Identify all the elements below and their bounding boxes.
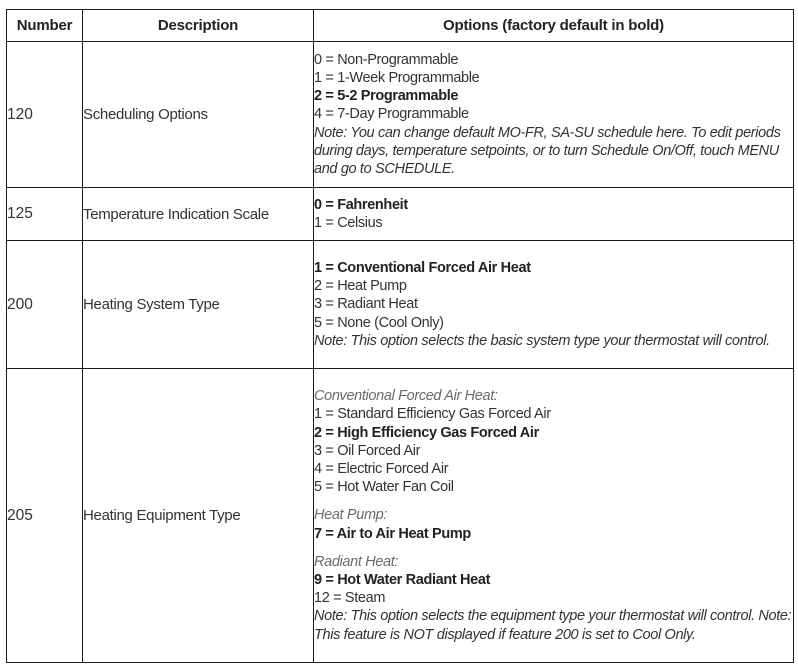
group-label: Heat Pump: xyxy=(314,507,388,524)
option-line-default: 7 = Air to Air Heat Pump xyxy=(314,525,471,542)
option-line: 1 = 1-Week Programmable xyxy=(314,69,480,86)
feature-number: 120 xyxy=(7,42,83,188)
header-row xyxy=(7,10,794,42)
option-note: Note: This option selects the equipment type your thermostat will control. Note: This feature is NOT displayed if feature 200 is set to Cool Only. xyxy=(314,608,792,643)
option-line: 4 = 7-Day Programmable xyxy=(314,106,469,123)
option-group-radiant xyxy=(314,553,793,644)
option-line-default: 2 = High Efficiency Gas Forced Air xyxy=(314,424,539,441)
feature-description: Scheduling Options xyxy=(83,42,314,188)
feature-description: Heating Equipment Type xyxy=(83,369,314,663)
option-note: Note: This option selects the basic system type your thermostat will control. xyxy=(314,332,770,349)
feature-description: Heating System Type xyxy=(83,241,314,369)
feature-number: 125 xyxy=(7,188,83,241)
group-label: Conventional Forced Air Heat: xyxy=(314,388,498,405)
group-label: Radiant Heat: xyxy=(314,553,399,570)
table-row xyxy=(7,241,794,369)
header-options: Options (factory default in bold) xyxy=(314,10,794,42)
feature-options xyxy=(314,241,794,369)
feature-description: Temperature Indication Scale xyxy=(83,188,314,241)
feature-options xyxy=(314,188,794,241)
option-group-forced-air xyxy=(314,387,793,496)
header-number: Number xyxy=(7,10,83,42)
option-line-default: 0 = Fahrenheit xyxy=(314,196,408,213)
option-line-default: 1 = Conventional Forced Air Heat xyxy=(314,259,531,276)
feature-options xyxy=(314,42,794,188)
option-line: 4 = Electric Forced Air xyxy=(314,460,449,477)
option-line: 12 = Steam xyxy=(314,590,386,607)
option-line: 3 = Radiant Heat xyxy=(314,296,418,313)
option-line: 5 = Hot Water Fan Coil xyxy=(314,479,454,496)
header-description: Description xyxy=(83,10,314,42)
feature-number: 205 xyxy=(7,369,83,663)
table-row xyxy=(7,369,794,663)
option-line: 2 = Heat Pump xyxy=(314,278,407,295)
option-line-default: 9 = Hot Water Radiant Heat xyxy=(314,572,491,588)
option-line: 3 = Oil Forced Air xyxy=(314,442,421,459)
table-row xyxy=(7,188,794,241)
option-line-default: 2 = 5-2 Programmable xyxy=(314,88,459,105)
option-group-heat-pump xyxy=(314,506,793,542)
feature-number: 200 xyxy=(7,241,83,369)
table-row xyxy=(7,42,794,188)
option-note: Note: You can change default MO-FR, SA-SU schedule here. To edit periods during days, temperature setpoints, or to turn Schedule On/Off, touch MENU and go to SCHEDULE. xyxy=(314,124,781,177)
option-line: 1 = Standard Efficiency Gas Forced Air xyxy=(314,406,551,423)
option-line: 1 = Celsius xyxy=(314,215,383,231)
option-line: 5 = None (Cool Only) xyxy=(314,314,444,331)
feature-options xyxy=(314,369,794,663)
options-table xyxy=(6,9,794,663)
option-line: 0 = Non-Programmable xyxy=(314,51,459,68)
